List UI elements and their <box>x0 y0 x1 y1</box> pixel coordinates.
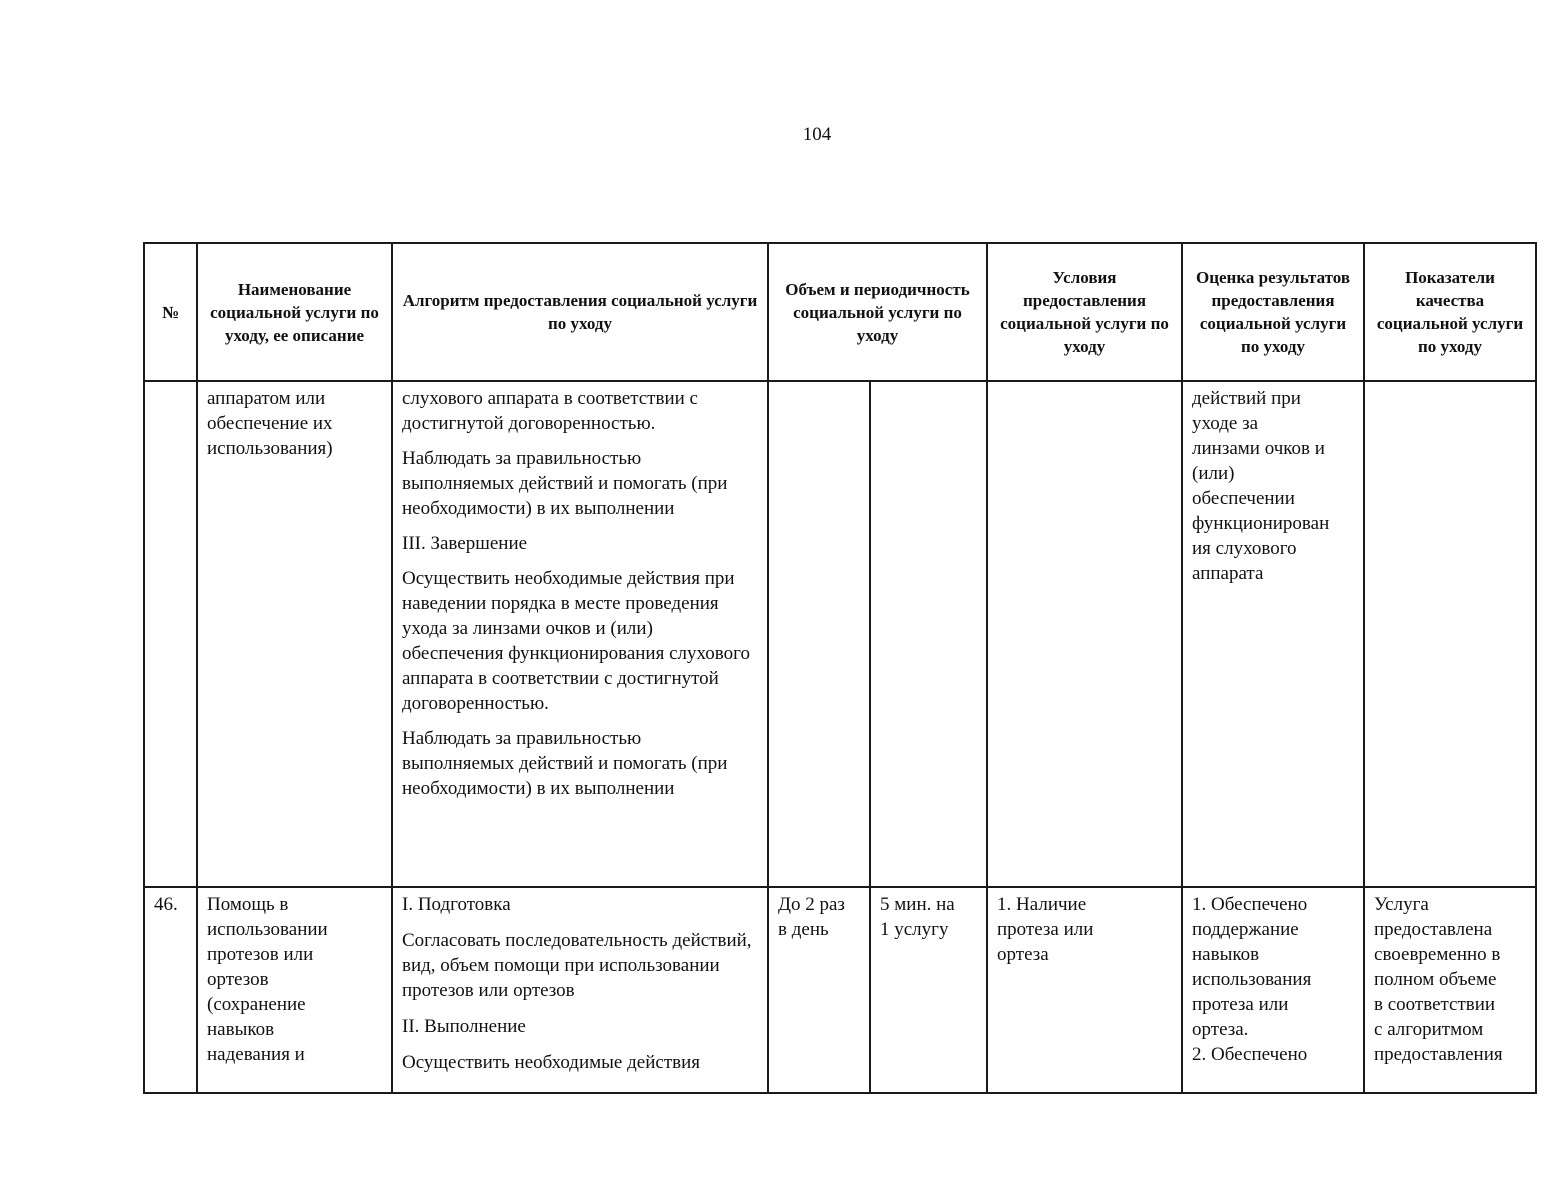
algorithm-paragraph: Наблюдать за правильностью выполняемых действий и помогать (при необходимости) в их выполнении <box>402 448 728 519</box>
cell-name: Помощь в использовании протезов или ортезов (сохранение навыков надевания и <box>197 887 392 1093</box>
header-conditions: Условия предоставления социальной услуги по уходу <box>987 243 1182 381</box>
cell-algorithm <box>392 887 768 1093</box>
cell-periodicity: До 2 раз в день <box>768 887 870 1093</box>
algorithm-paragraph: слухового аппарата в соответствии с достигнутой договоренностью. <box>402 388 698 434</box>
header-name: Наименование социальной услуги по уходу, ее описание <box>197 243 392 381</box>
cell-quality <box>1364 381 1536 887</box>
cell-evaluation: действий при уходе за линзами очков и (или) обеспечении функционирован ия слухового аппарата <box>1182 381 1364 887</box>
algorithm-paragraph: Наблюдать за правильностью выполняемых действий и помогать (при необходимости) в их выполнении <box>402 728 728 799</box>
algorithm-paragraph: Осуществить необходимые действия при наведении порядка в месте проведения ухода за линзами очков и (или) обеспечения функционирования слухового аппарата в соответствии с достигнутой договоренностью. <box>402 568 750 714</box>
cell-volume <box>870 381 987 887</box>
table-row <box>144 887 1536 1093</box>
header-row <box>144 243 1536 381</box>
cell-quality: Услуга предоставлена своевременно в полном объеме в соответствии с алгоритмом предоставления <box>1364 887 1536 1093</box>
page-number: 104 <box>802 124 832 145</box>
algorithm-paragraph: I. Подготовка <box>402 894 511 915</box>
cell-algorithm <box>392 381 768 887</box>
cell-name: аппаратом или обеспечение их использования) <box>197 381 392 887</box>
cell-volume: 5 мин. на 1 услугу <box>870 887 987 1093</box>
cell-num <box>144 381 197 887</box>
cell-num: 46. <box>144 887 197 1093</box>
cell-conditions: 1. Наличие протеза или ортеза <box>987 887 1182 1093</box>
algorithm-paragraph: Согласовать последовательность действий, вид, объем помощи при использовании протезов или ортезов <box>402 930 752 1001</box>
cell-conditions <box>987 381 1182 887</box>
header-quality: Показатели качества социальной услуги по уходу <box>1364 243 1536 381</box>
cell-evaluation: 1. Обеспечено поддержание навыков использования протеза или ортеза. 2. Обеспечено <box>1182 887 1364 1093</box>
algorithm-paragraph: Осуществить необходимые действия <box>402 1052 700 1073</box>
table-row <box>144 381 1536 887</box>
header-algorithm: Алгоритм предоставления социальной услуги по уходу <box>392 243 768 381</box>
algorithm-paragraph: III. Завершение <box>402 533 528 554</box>
services-table <box>143 242 1537 1094</box>
algorithm-paragraph: II. Выполнение <box>402 1016 526 1037</box>
cell-periodicity <box>768 381 870 887</box>
header-volume: Объем и периодичность социальной услуги по уходу <box>768 243 987 381</box>
header-num: № <box>144 243 197 381</box>
header-evaluation: Оценка результатов предоставления социальной услуги по уходу <box>1182 243 1364 381</box>
